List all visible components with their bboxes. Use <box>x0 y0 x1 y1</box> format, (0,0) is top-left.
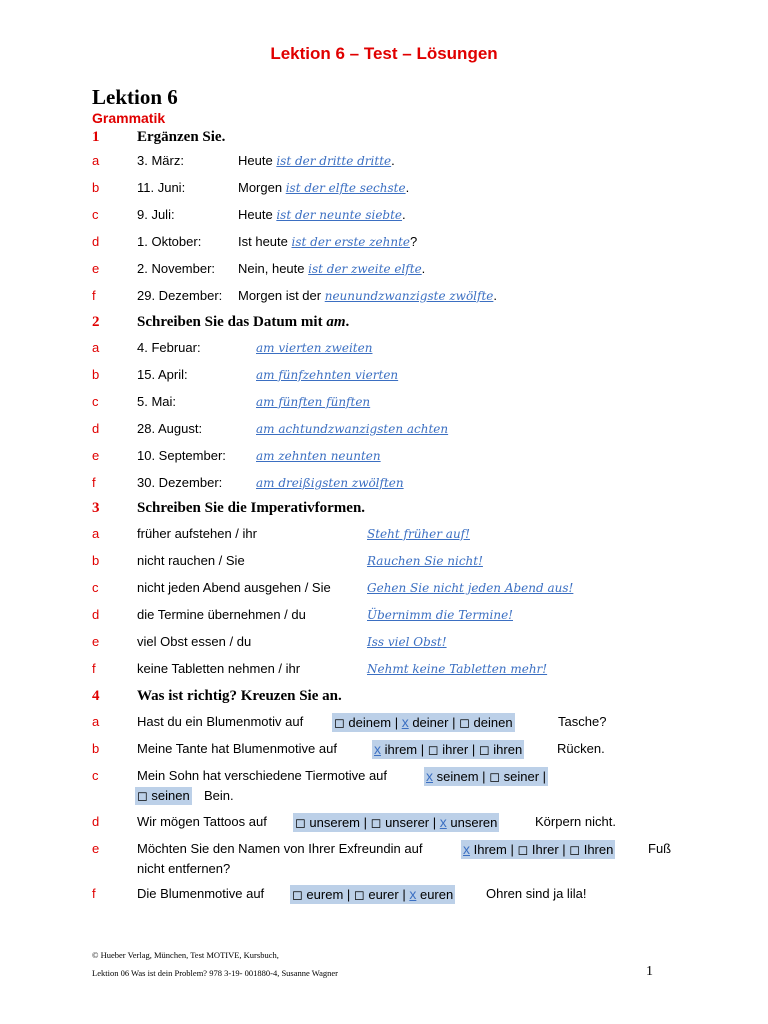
answer-text: Iss viel Obst! <box>367 635 447 649</box>
answer-text: Rauchen Sie nicht! <box>367 554 483 568</box>
item-suffix: Rücken. <box>557 741 605 756</box>
answer-text: Steht früher auf! <box>367 527 470 541</box>
answer-text: Nehmt keine Tabletten mehr! <box>367 662 548 676</box>
item-sentence: Ist heute ist der erste zehnte? <box>238 234 418 249</box>
item-suffix: Fuß <box>648 841 672 856</box>
item-letter: c <box>92 580 99 595</box>
choice-group: ◻ eurem | ◻ eurer | x euren <box>292 886 454 902</box>
item-prompt: viel Obst essen / du <box>137 634 252 649</box>
checkbox-checked[interactable]: x <box>439 814 447 830</box>
answer-text: neunundzwanzigste zwölfte <box>324 289 494 303</box>
item-letter: c <box>92 394 99 409</box>
checkbox-checked[interactable]: x <box>409 886 417 902</box>
answer-text: Gehen Sie nicht jeden Abend aus! <box>367 581 574 595</box>
item-sentence: Nein, heute ist der zweite elfte. <box>238 261 426 276</box>
exercise-number: 1 <box>92 129 100 145</box>
item-date: 3. März: <box>137 153 184 168</box>
lesson-heading: Lektion 6 <box>92 85 178 109</box>
item-date: 28. August: <box>137 421 203 436</box>
checkbox-checked[interactable]: x <box>401 714 409 730</box>
item-date: 4. Februar: <box>137 340 201 355</box>
item-letter: e <box>92 261 100 276</box>
answer-text: ist der neunte siebte <box>276 208 403 222</box>
item-letter: a <box>92 340 100 355</box>
checkbox-empty[interactable]: ◻ <box>137 788 148 803</box>
choice-group: ◻ unserem | ◻ unserer | x unseren <box>295 814 498 830</box>
answer-text: am fünften fünften <box>256 395 371 409</box>
item-sentence: Morgen ist der elfte sechste. <box>238 180 410 195</box>
item-prompt: früher aufstehen / ihr <box>137 526 257 541</box>
answer-text: am vierten zweiten <box>256 341 373 355</box>
answer-text: ist der zweite elfte <box>308 262 422 276</box>
item-suffix: Ohren sind ja lila! <box>486 886 587 901</box>
section-label: Grammatik <box>92 110 166 126</box>
item-letter: e <box>92 634 100 649</box>
item-letter: b <box>92 553 100 568</box>
item-letter: b <box>92 180 100 195</box>
item-letter: a <box>92 153 100 168</box>
item-letter: d <box>92 421 100 436</box>
item-prompt: nicht rauchen / Sie <box>137 553 245 568</box>
answer-text: Übernimm die Termine! <box>367 608 513 622</box>
item-letter: e <box>92 841 100 856</box>
exercise-number: 4 <box>92 688 100 704</box>
checkbox-empty[interactable]: ◻ <box>489 769 500 784</box>
checkbox-checked[interactable]: x <box>426 768 433 784</box>
exercise-title: Schreiben Sie das Datum mit am. <box>137 314 350 330</box>
checkbox-empty[interactable]: ◻ <box>292 887 303 902</box>
checkbox-empty[interactable]: ◻ <box>427 742 439 757</box>
item-prompt: die Termine übernehmen / du <box>137 607 306 622</box>
exercise-title: Schreiben Sie die Imperativformen. <box>137 500 366 516</box>
answer-text: ist der erste zehnte <box>291 235 411 249</box>
item-letter: f <box>92 288 96 303</box>
item-prompt: nicht jeden Abend ausgehen / Sie <box>137 580 331 595</box>
answer-text: am dreißigsten zwölften <box>256 476 404 490</box>
exercise-number: 2 <box>92 314 100 330</box>
item-suffix: Tasche? <box>558 714 607 729</box>
checkbox-empty[interactable]: ◻ <box>459 715 470 730</box>
page-number: 1 <box>646 964 653 979</box>
answer-text: am fünfzehnten vierten <box>256 368 399 382</box>
checkbox-empty[interactable]: ◻ <box>353 887 365 902</box>
answer-text: am achtundzwanzigsten achten <box>256 422 449 436</box>
choice-group: x seinem | ◻ seiner | <box>426 768 547 784</box>
item-date: 1. Oktober: <box>137 234 202 249</box>
item-prompt: Die Blumenmotive auf <box>137 886 265 901</box>
item-letter: b <box>92 367 100 382</box>
choice-group: ◻ deinem | x deiner | ◻ deinen <box>334 714 513 730</box>
item-prompt: Mein Sohn hat verschiedene Tiermotive auf <box>137 768 388 783</box>
footer-copyright: © Hueber Verlag, München, Test MOTIVE, Kursbuch, <box>92 950 279 960</box>
item-date: 10. September: <box>137 448 226 463</box>
item-letter: a <box>92 714 100 729</box>
exercise-number: 3 <box>92 500 100 516</box>
page-title: Lektion 6 – Test – Lösungen <box>270 44 498 63</box>
item-letter: e <box>92 448 100 463</box>
footer-source: Lektion 06 Was ist dein Problem? 978 3-19- 001880-4, Susanne Wagner <box>92 968 338 978</box>
item-sentence: Morgen ist der neunundzwanzigste zwölfte. <box>238 288 498 303</box>
choice-group: x ihrem | ◻ ihrer | ◻ ihren <box>374 741 523 757</box>
item-prompt: Meine Tante hat Blumenmotive auf <box>137 741 337 756</box>
item-sentence: Heute ist der dritte dritte. <box>238 153 395 168</box>
item-letter: d <box>92 234 100 249</box>
item-letter: d <box>92 607 100 622</box>
exercise-title: Ergänzen Sie. <box>137 129 226 145</box>
item-letter: f <box>92 661 96 676</box>
item-prompt: Hast du ein Blumenmotiv auf <box>137 714 304 729</box>
answer-text: am zehnten neunten <box>256 449 381 463</box>
exercise-title: Was ist richtig? Kreuzen Sie an. <box>137 688 342 704</box>
answer-text: ist der elfte sechste <box>285 181 406 195</box>
item-date: 30. Dezember: <box>137 475 223 490</box>
item-letter: c <box>92 207 99 222</box>
checkbox-empty[interactable]: ◻ <box>334 715 345 730</box>
item-sentence: Heute ist der neunte siebte. <box>238 207 406 222</box>
item-suffix: Bein. <box>204 788 234 803</box>
checkbox-checked[interactable]: x <box>463 841 470 857</box>
item-date: 11. Juni: <box>137 180 186 195</box>
checkbox-empty[interactable]: ◻ <box>478 742 490 757</box>
item-letter: f <box>92 475 96 490</box>
item-date: 9. Juli: <box>137 207 175 222</box>
answer-text: ist der dritte dritte <box>276 154 392 168</box>
item-date: 5. Mai: <box>137 394 177 409</box>
item-letter: d <box>92 814 100 829</box>
item-date: 2. November: <box>137 261 216 276</box>
checkbox-empty[interactable]: ◻ <box>517 842 529 857</box>
checkbox-empty[interactable]: ◻ <box>569 842 581 857</box>
item-date: 15. April: <box>137 367 188 382</box>
item-letter: a <box>92 526 100 541</box>
choice-group: x Ihrem | ◻ Ihrer | ◻ Ihren <box>463 841 614 857</box>
item-prompt: Wir mögen Tattoos auf <box>137 814 267 829</box>
checkbox-checked[interactable]: x <box>374 741 381 757</box>
item-suffix-line2: nicht entfernen? <box>137 861 231 876</box>
item-letter: f <box>92 886 96 901</box>
item-prompt: keine Tabletten nehmen / ihr <box>137 661 301 676</box>
choice-group-continued: ◻ seinen <box>137 788 190 803</box>
item-suffix: Körpern nicht. <box>535 814 616 829</box>
checkbox-empty[interactable]: ◻ <box>295 815 306 830</box>
checkbox-empty[interactable]: ◻ <box>370 815 382 830</box>
item-letter: c <box>92 768 99 783</box>
item-letter: b <box>92 741 100 756</box>
item-prompt: Möchten Sie den Namen von Ihrer Exfreundin auf <box>137 841 423 856</box>
item-date: 29. Dezember: <box>137 288 223 303</box>
